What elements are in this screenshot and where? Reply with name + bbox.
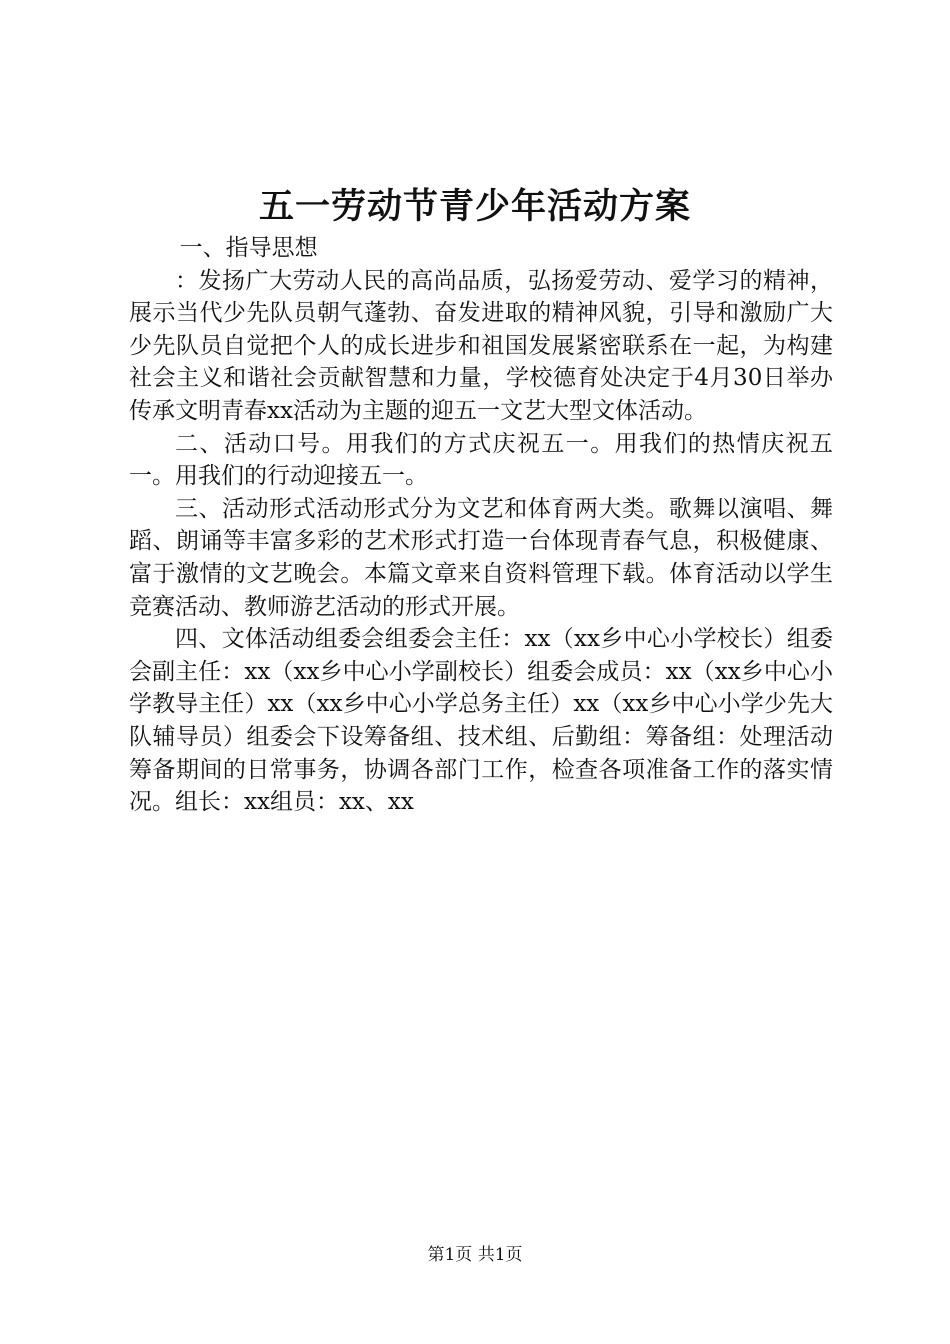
document-body — [129, 232, 833, 819]
document-title: 五一劳动节青少年活动方案 — [258, 186, 691, 227]
paragraph-activity-slogan: 二、活动口号。用我们的方式庆祝五一。用我们的热情庆祝五一。用我们的行动迎接五一。 — [129, 430, 833, 490]
paragraph-organizing-committee: 四、文体活动组委会组委会主任：xx（xx乡中心小学校长）组委会副主任：xx（xx乡中心小学副校长）组委会成员：xx（xx乡中心小学教导主任）xx（xx乡中心小学总务主任）xx（xx乡中心小学少先大队辅导员）组委会下设筹备组、技术组、后勤组：筹备组：处理活动筹备期间的日常事务，协调各部门工作，检查各项准备工作的落实情况。组长：xx组员：xx、xx — [129, 626, 833, 816]
paragraph-guiding-ideology: ：发扬广大劳动人民的高尚品质，弘扬爱劳动、爱学习的精神，展示当代少先队员朝气蓬勃、奋发进取的精神风貌，引导和激励广大少先队员自觉把个人的成长进步和祖国发展紧密联系在一起，为构建社会主义和谐社会贡献智慧和力量，学校德育处决定于4月30日举办传承文明青春xx活动为主题的迎五一文艺大型文体活动。 — [129, 267, 833, 424]
paragraph-activity-form: 三、活动形式活动形式分为文艺和体育两大类。歌舞以演唱、舞蹈、朗诵等丰富多彩的艺术形式打造一台体现青春气息，积极健康、富于激情的文艺晚会。本篇文章来自资料管理下载。体育活动以学生竞赛活动、教师游艺活动的形式开展。 — [129, 495, 833, 620]
section-heading-guiding-ideology: 一、指导思想 — [179, 235, 318, 261]
page-footer: 第1页 共1页 — [427, 1245, 523, 1265]
